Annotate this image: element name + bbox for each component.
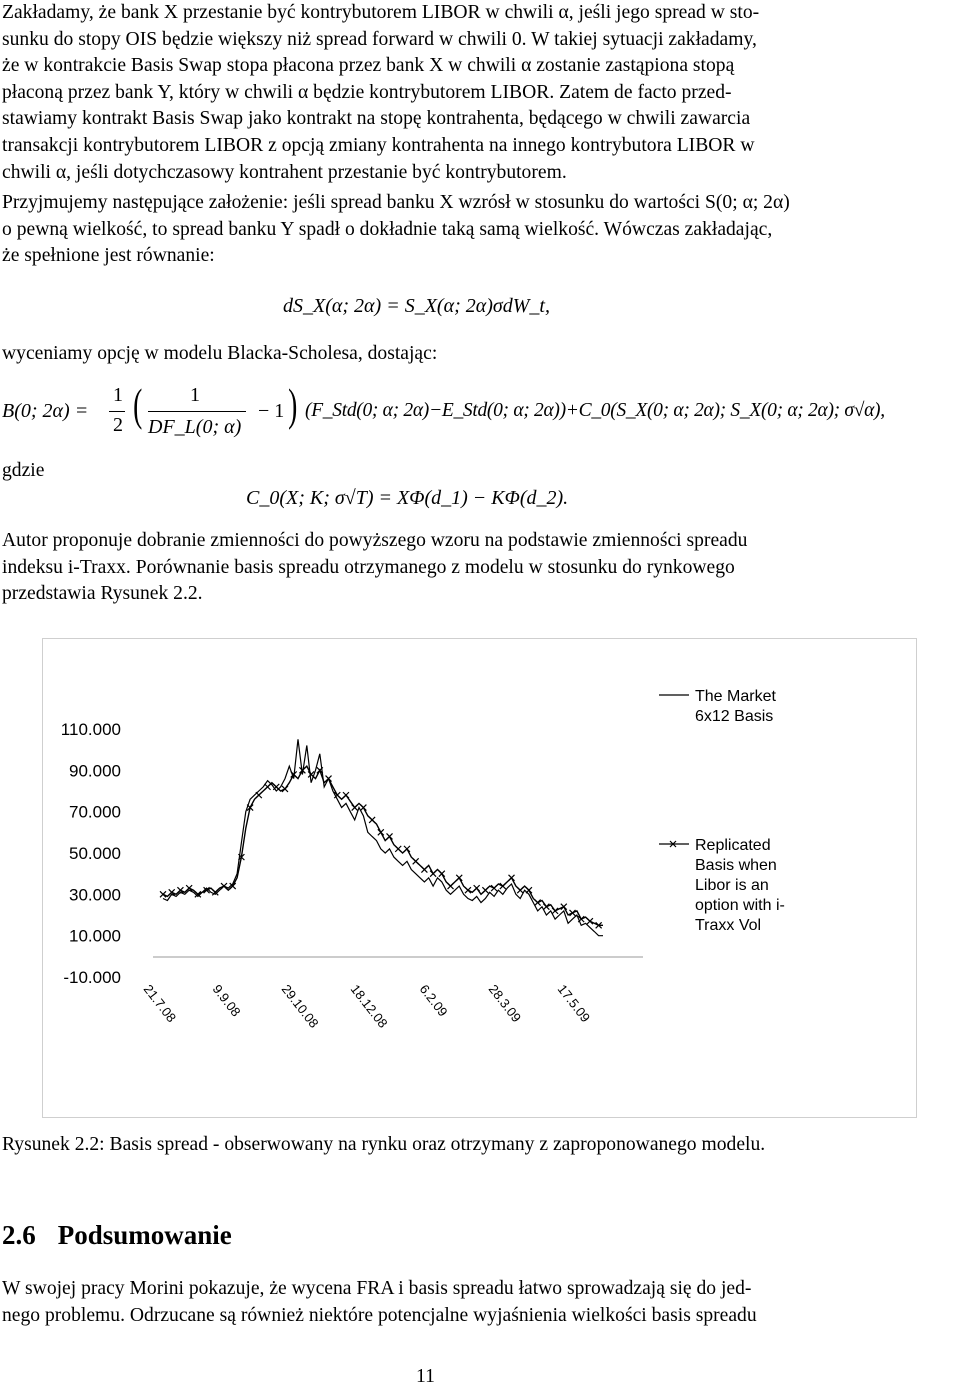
y-tick-label: 30.000 — [69, 885, 121, 905]
text-line: transakcji kontrybutorem LIBOR z opcją zmiany kontrahenta na innego kontrybutora LIBOR w — [2, 134, 755, 156]
text-line: Autor proponuje dobranie zmienności do powyższego wzoru na podstawie zmienności spreadu — [2, 530, 748, 551]
text-line: przedstawia Rysunek 2.2. — [2, 583, 203, 605]
x-tick-label: 6.2.09 — [416, 981, 451, 1020]
x-tick-label: 29.10.08 — [278, 981, 322, 1031]
data-point-marker — [570, 910, 576, 916]
data-point-marker — [352, 805, 358, 811]
y-tick-label: 90.000 — [69, 761, 121, 781]
text-line: Zakładamy, że bank X przestanie być kontrybutorem LIBOR w chwili α, jeśli jego spread w sto- — [2, 2, 760, 23]
data-point-marker — [552, 908, 558, 914]
text-line: sunku do stopy OIS będzie większy niż spread forward w chwili 0. W takiej sytuacji zakładamy, — [2, 28, 757, 50]
chart-svg — [43, 639, 916, 1117]
data-point-marker — [404, 846, 410, 852]
data-point-marker — [308, 771, 314, 777]
y-tick-label: 10.000 — [69, 926, 121, 946]
equation-call-option: C_0(X; K; σ√T) = XΦ(d_1) − KΦ(d_2). — [246, 487, 569, 509]
y-tick-label: 70.000 — [69, 802, 121, 822]
data-point-marker — [448, 883, 454, 889]
series-lines — [160, 739, 603, 935]
paragraph-black-scholes — [2, 341, 956, 368]
fraction-bar — [148, 411, 246, 412]
data-point-marker — [273, 784, 279, 790]
legend-label: Libor is an — [695, 877, 769, 894]
data-point-marker — [543, 904, 549, 910]
x-tick-label: 9.9.08 — [209, 981, 244, 1020]
y-tick-label: -10.000 — [63, 968, 121, 987]
page-number: 11 — [416, 1366, 435, 1387]
data-point-marker — [456, 875, 462, 881]
fraction-numerator: 1 — [190, 384, 200, 406]
data-point-marker — [265, 784, 271, 790]
section-heading — [2, 1220, 232, 1251]
text-line: o pewną wielkość, to spread banku Y spadł o dokładnie taką samą wielkość. Wówczas zakładając, — [2, 218, 773, 240]
text-line: płaconą przez bank Y, który w chwili α będzie kontrybutorem LIBOR. Zatem de facto przed- — [2, 81, 732, 103]
paragraph-assumption — [2, 190, 956, 270]
minus-one: − 1 — [258, 400, 285, 422]
data-point-marker — [160, 891, 166, 897]
data-point-marker — [369, 817, 375, 823]
paragraph-volatility — [2, 528, 956, 608]
equation-dsx: dS_X(α; 2α) = S_X(α; 2α)σdW_t, — [283, 295, 550, 317]
data-point-marker — [421, 867, 427, 873]
fraction-half-bar — [109, 411, 125, 412]
data-point-marker — [430, 871, 436, 877]
fraction-half-denominator: 2 — [113, 414, 123, 436]
paragraph-summary — [2, 1276, 956, 1329]
fraction-denominator: DF_L(0; α) — [148, 416, 242, 438]
data-point-marker — [474, 885, 480, 891]
y-tick-label: 110.000 — [60, 720, 121, 739]
data-point-marker — [360, 805, 366, 811]
legend-label: The Market — [695, 688, 776, 705]
text-line: że spełnione jest równanie: — [2, 245, 215, 267]
text-line: że w kontrakcie Basis Swap stopa płacona przez bank X w chwili α zostanie zastąpiona stopą — [2, 55, 735, 77]
data-point-marker — [535, 900, 541, 906]
data-point-marker — [465, 887, 471, 893]
text-line: stawiamy kontrakt Basis Swap jako kontrakt na stopę kontrahenta, będącego w chwili zawarcia — [2, 108, 751, 130]
data-point-marker — [221, 883, 227, 889]
paren-close-big: ) — [288, 379, 298, 430]
equation-rhs: (F_Std(0; α; 2α)−E_Std(0; α; 2α))+C_0(S_X(0; α; 2α); S_X(0; α; 2α); σ√α), — [305, 400, 885, 421]
word-gdzie: gdzie — [2, 460, 45, 481]
data-point-marker — [282, 786, 288, 792]
section-number: 2.6 — [2, 1220, 36, 1250]
legend-label: Traxx Vol — [695, 917, 762, 934]
figure-caption: Rysunek 2.2: Basis spread - obserwowany na rynku oraz otrzymany z zaproponowanego modelu. — [2, 1134, 766, 1155]
data-point-marker — [343, 792, 349, 798]
paragraph-intro — [2, 0, 956, 186]
data-point-marker — [439, 871, 445, 877]
text-line: W swojej pracy Morini pokazuje, że wycena FRA i basis spreadu łatwo sprowadzają się do jed- — [2, 1278, 752, 1299]
data-point-marker — [491, 885, 497, 891]
equation-lhs: B(0; 2α) = — [2, 400, 89, 422]
x-tick-label: 21.7.08 — [140, 981, 180, 1026]
x-tick-label: 18.12.08 — [347, 981, 391, 1031]
text-line: wyceniamy opcję w modelu Blacka-Scholesa, dostając: — [2, 343, 438, 364]
data-point-marker — [482, 887, 488, 893]
x-tick-label: 17.5.09 — [554, 981, 594, 1026]
data-point-marker — [413, 858, 419, 864]
data-point-marker — [387, 833, 393, 839]
section-title: Podsumowanie — [57, 1220, 232, 1250]
text-line: chwili α, jeśli dotychczasowy kontrahent przestanie być kontrybutorem. — [2, 161, 567, 183]
chart-legend — [659, 688, 785, 934]
data-point-marker — [561, 904, 567, 910]
text-line: indeksu i-Traxx. Porównanie basis spreadu otrzymanego z modelu w stosunku do rynkowego — [2, 556, 735, 578]
y-axis-ticks — [61, 720, 121, 987]
x-tick-label: 28.3.09 — [485, 981, 525, 1026]
data-point-marker — [509, 875, 515, 881]
legend-label: 6x12 Basis — [695, 708, 774, 725]
text-line: Przyjmujemy następujące założenie: jeśli spread banku X wzrósł w stosunku do wartości S(0; α; 2α) — [2, 192, 790, 213]
legend-label: Replicated — [695, 837, 771, 854]
y-tick-label: 50.000 — [69, 844, 121, 863]
data-point-marker — [395, 846, 401, 852]
data-point-marker — [378, 829, 384, 835]
paren-open-big: ( — [133, 379, 143, 430]
x-axis-ticks — [141, 982, 594, 1031]
basis-spread-chart — [42, 638, 917, 1118]
data-point-marker — [256, 792, 262, 798]
data-point-marker — [587, 918, 593, 924]
data-point-marker — [326, 776, 332, 782]
fraction-half-numerator: 1 — [113, 384, 123, 406]
legend-label: Basis when — [695, 857, 777, 874]
data-point-marker — [517, 887, 523, 893]
data-point-marker — [526, 887, 532, 893]
text-line: nego problemu. Odrzucane są również niektóre potencjalne wyjaśnienia wielkości basis spreadu — [2, 1304, 757, 1326]
data-point-marker — [500, 883, 506, 889]
legend-label: option with i- — [695, 897, 785, 914]
